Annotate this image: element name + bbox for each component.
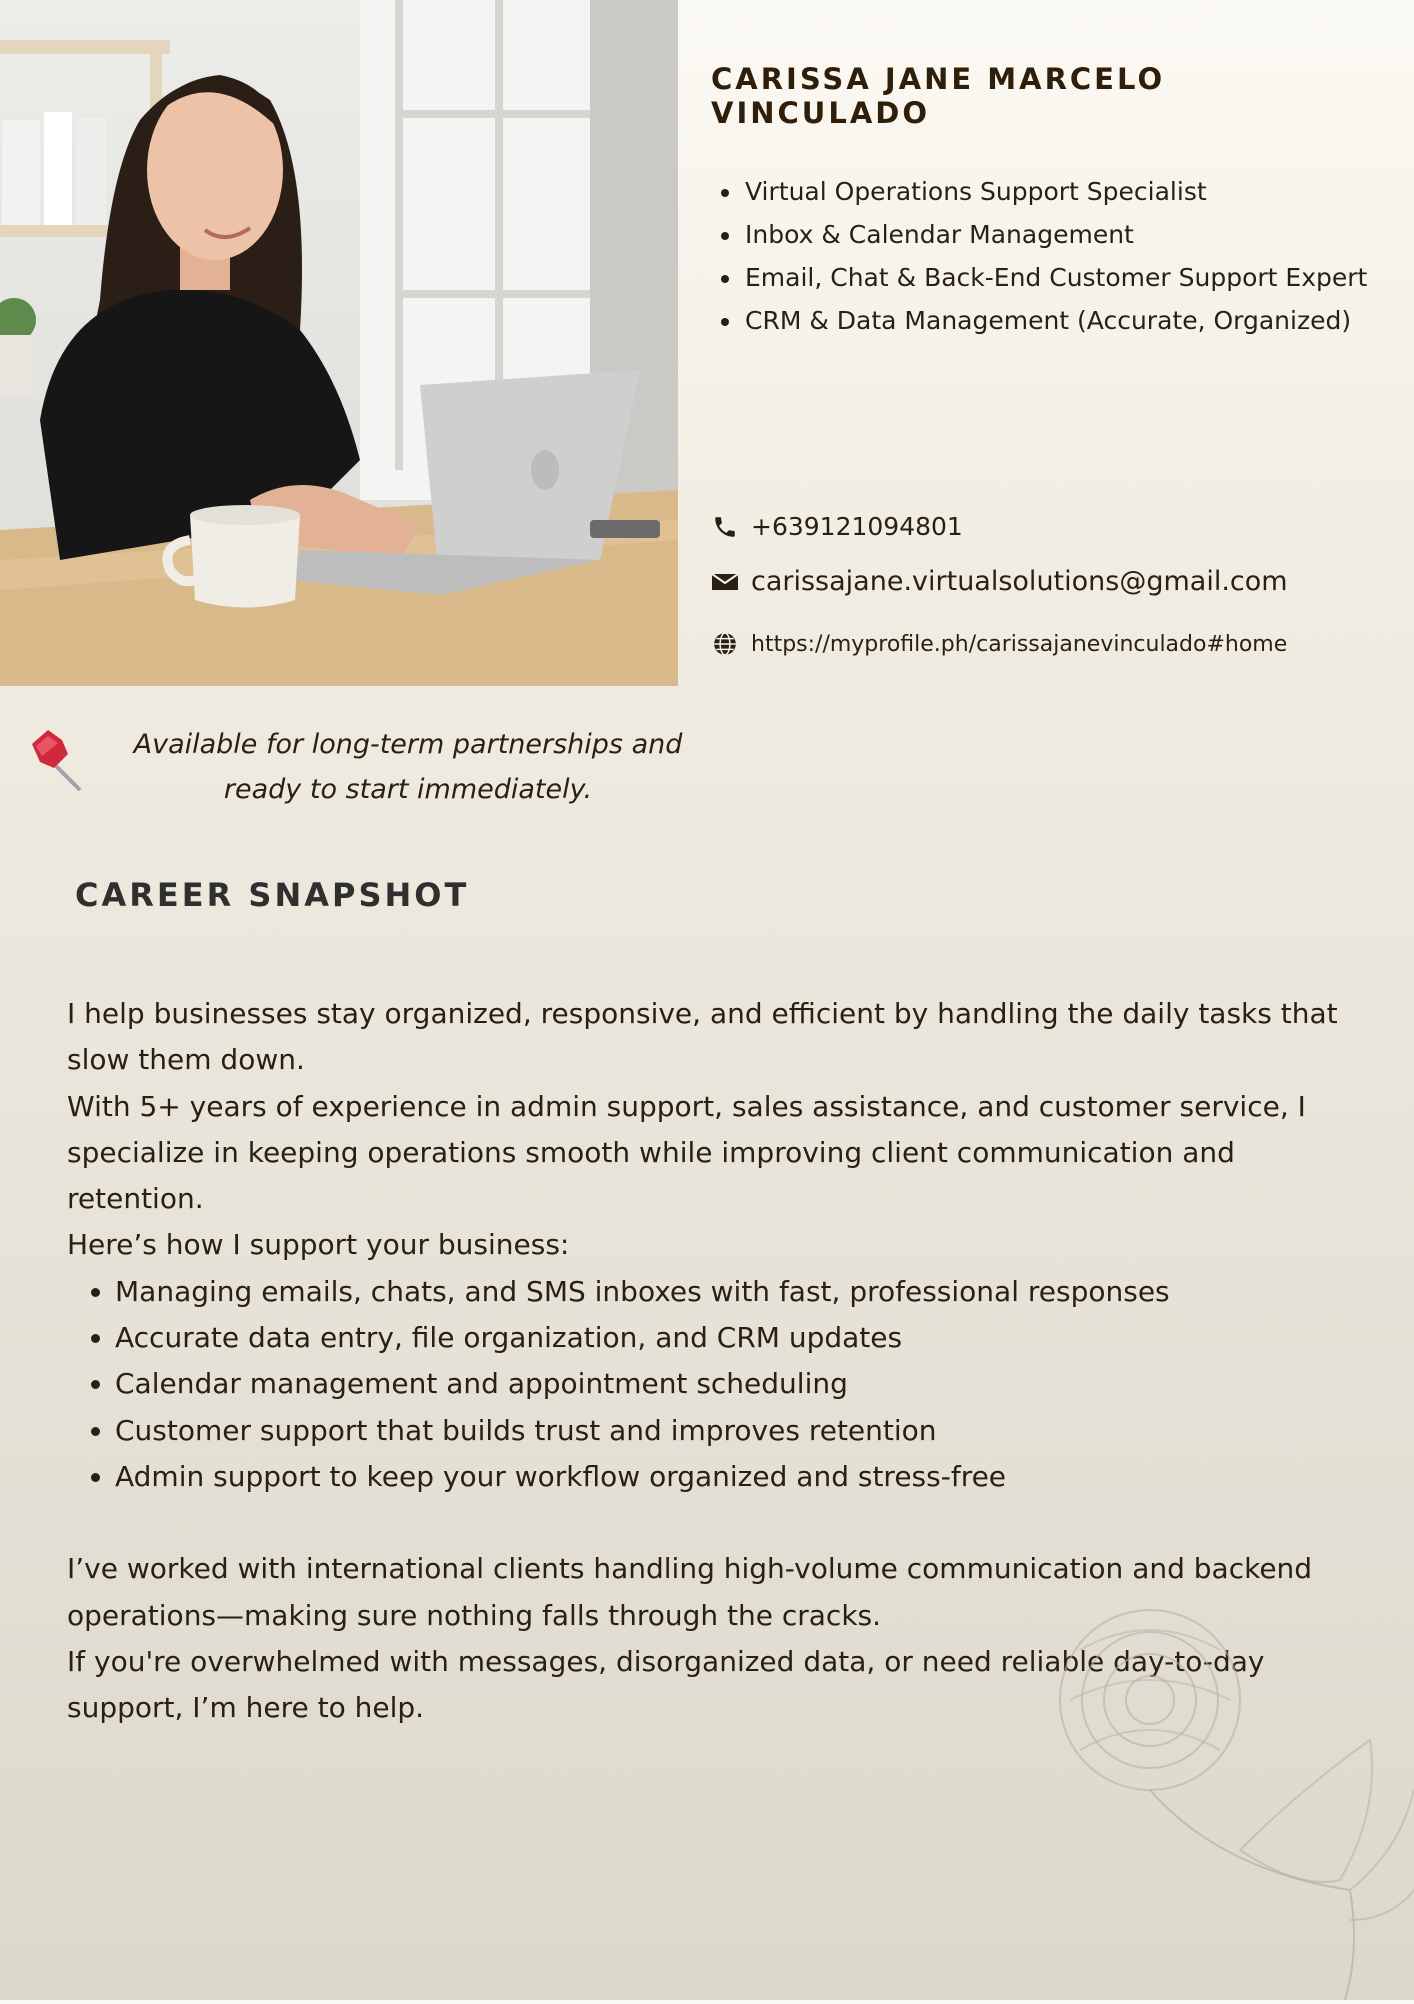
website-link[interactable]: https://myprofile.ph/carissajanevinculado#home xyxy=(751,631,1288,657)
envelope-icon xyxy=(711,568,739,596)
candidate-name: CARISSA JANE MARCELO VINCULADO xyxy=(711,62,1166,130)
service-item: • Managing emails, chats, and SMS inboxes with fast, professional responses xyxy=(115,1269,1357,1315)
availability-text: Available for long-term partnerships and ready to start immediately. xyxy=(133,729,683,805)
flower-illustration xyxy=(1040,1590,1414,2000)
summary-paragraph: With 5+ years of experience in admin support, sales assistance, and customer service, I specialize in keeping operations smooth while improving client communication and retention. xyxy=(67,1089,1306,1216)
service-item: • Admin support to keep your workflow organized and stress-free xyxy=(115,1454,1357,1500)
contact-website xyxy=(711,630,1287,658)
email-address[interactable]: carissajane.virtualsolutions@gmail.com xyxy=(751,566,1288,597)
phone-number[interactable]: +639121094801 xyxy=(751,512,963,541)
spacer xyxy=(67,1500,1357,1546)
role-list xyxy=(711,170,1383,342)
photo-illustration xyxy=(0,0,678,686)
service-item: • Customer support that builds trust and improves retention xyxy=(115,1408,1357,1454)
service-item: • Calendar management and appointment scheduling xyxy=(115,1361,1357,1407)
contact-phone xyxy=(711,512,963,541)
service-item: • Accurate data entry, file organization, and CRM updates xyxy=(115,1315,1357,1361)
summary-paragraph: I’ve worked with international clients handling high-volume communication and backend operations—making sure nothing falls through the cracks. xyxy=(67,1552,1313,1632)
summary-paragraph: Here’s how I support your business: xyxy=(67,1228,570,1262)
availability-note xyxy=(28,722,688,814)
contact-email xyxy=(711,566,1288,597)
services-list xyxy=(67,1269,1357,1500)
phone-icon xyxy=(711,513,739,541)
pushpin-icon xyxy=(28,728,90,794)
summary-paragraph: If you're overwhelmed with messages, disorganized data, or need reliable day-to-day support, I’m here to help. xyxy=(67,1644,1265,1725)
summary-paragraph: I help businesses stay organized, responsive, and efficient by handling the daily tasks that slow them down. xyxy=(67,997,1338,1077)
section-title: CAREER SNAPSHOT xyxy=(75,876,470,914)
role-item: • Virtual Operations Support Specialist xyxy=(743,170,1383,213)
profile-photo xyxy=(0,0,678,686)
role-item: • CRM & Data Management (Accurate, Organized) xyxy=(743,299,1383,342)
globe-icon xyxy=(711,630,739,658)
role-item: • Inbox & Calendar Management xyxy=(743,213,1383,256)
role-item: • Email, Chat & Back-End Customer Support Expert xyxy=(743,256,1383,299)
